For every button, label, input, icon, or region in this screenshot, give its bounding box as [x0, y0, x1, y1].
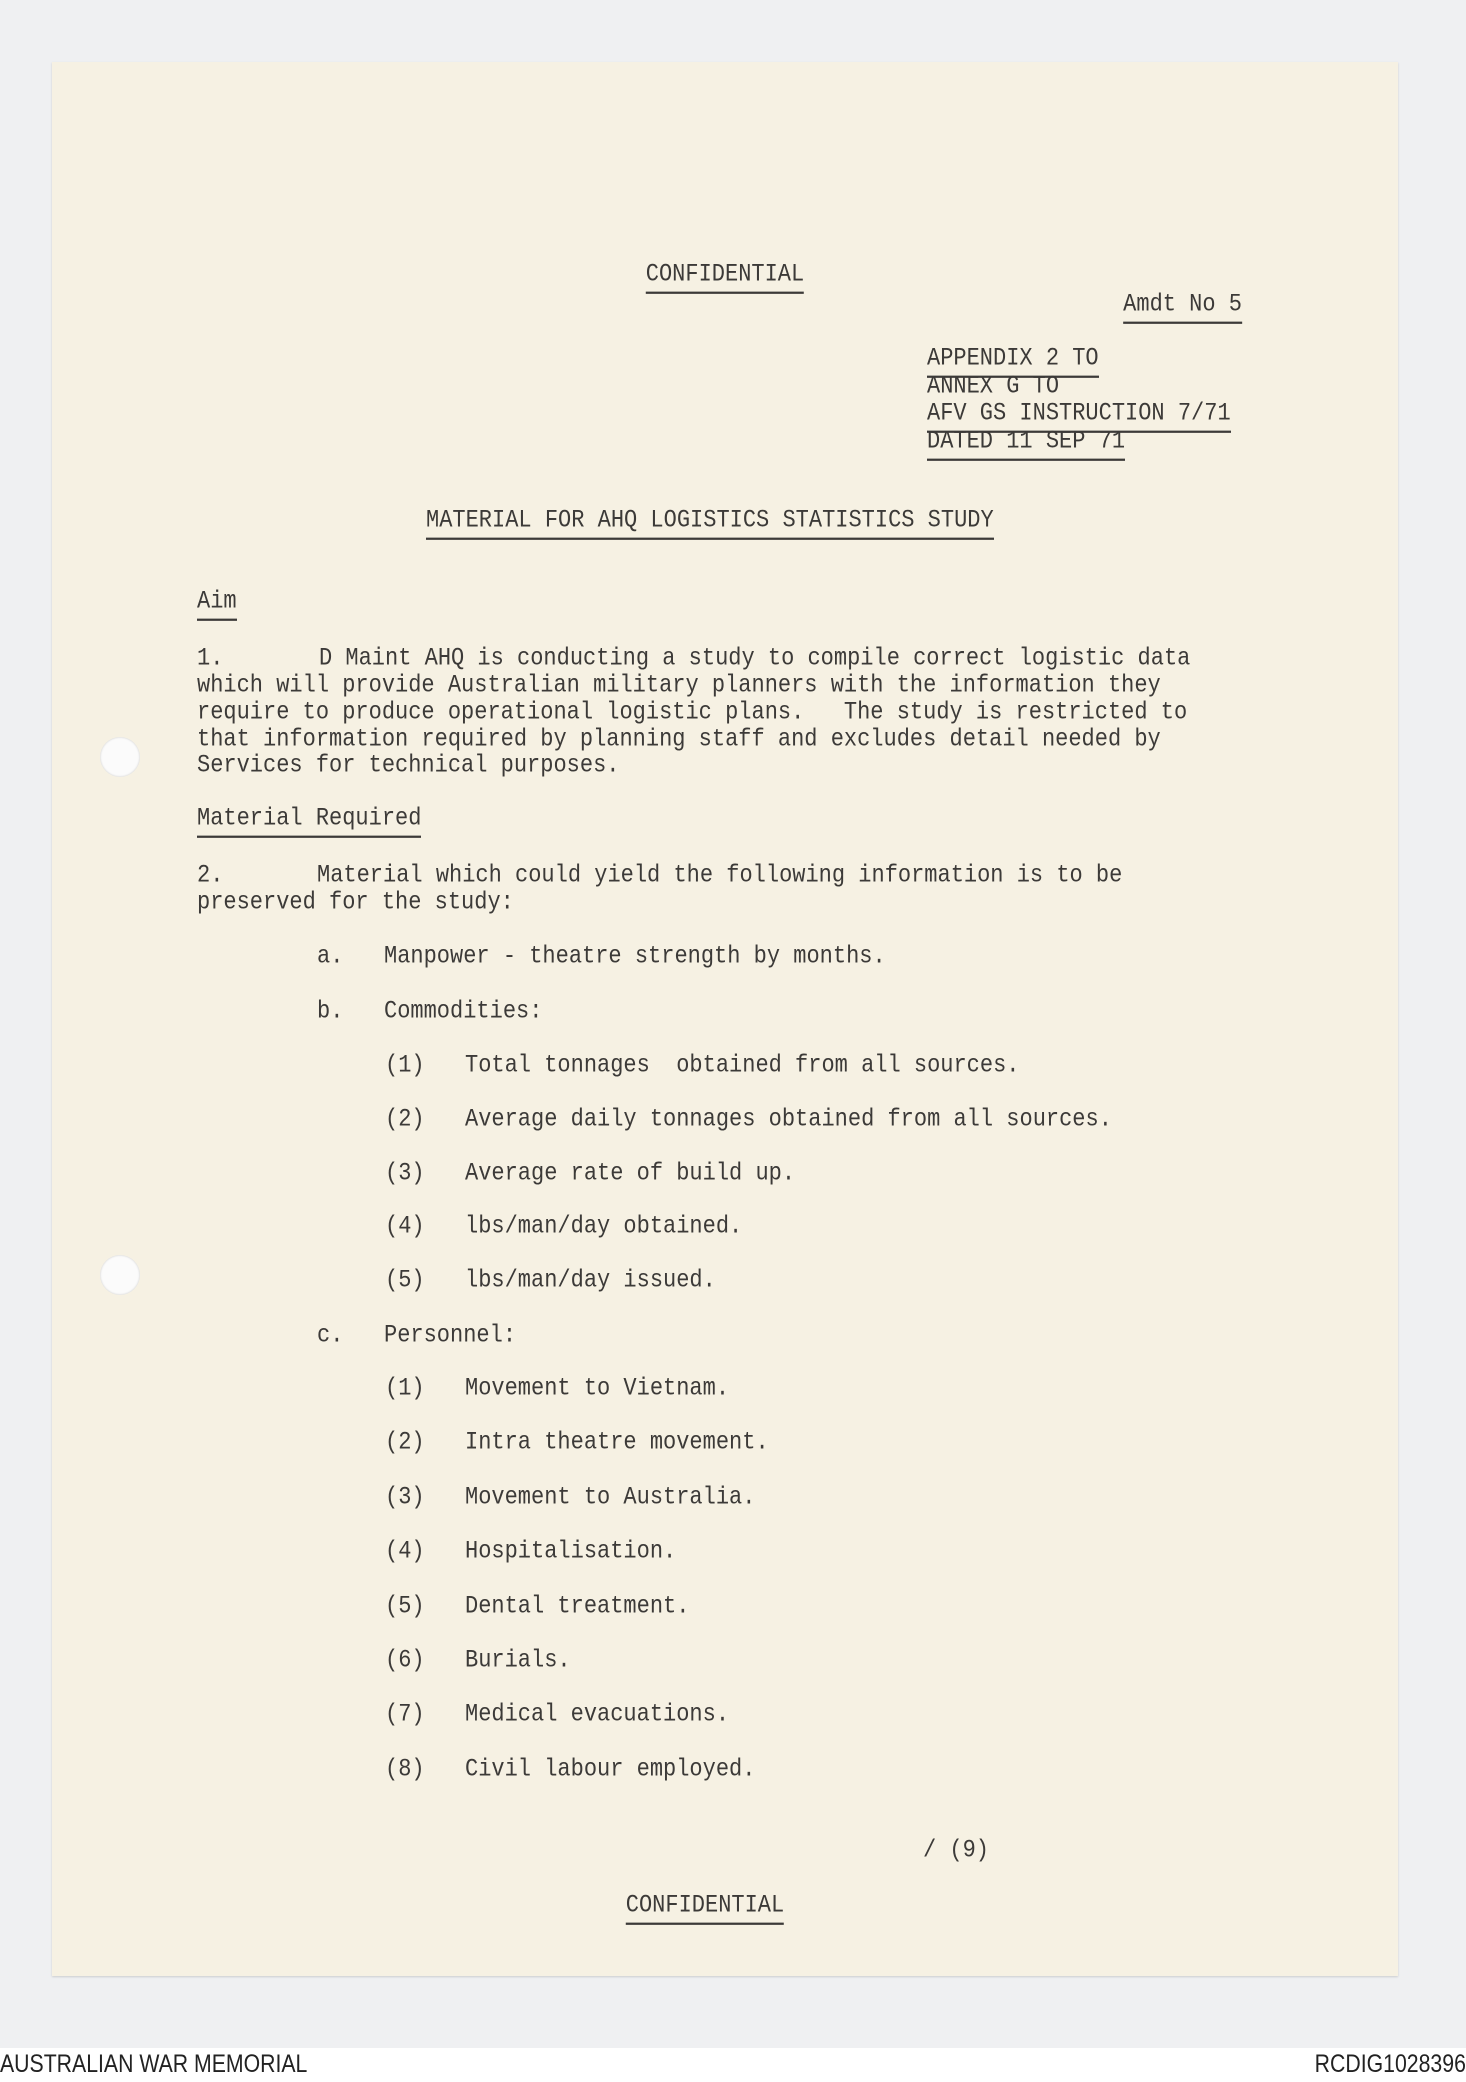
item-number: (5)	[385, 1266, 425, 1295]
sub-label: b.	[317, 997, 344, 1026]
archive-name: AUSTRALIAN WAR MEMORIAL	[0, 2050, 308, 2078]
para-line: that information required by planning staff and excludes detail needed by	[197, 725, 1161, 754]
item-number: (5)	[385, 1592, 425, 1621]
sub-text: Manpower - theatre strength by months.	[384, 942, 886, 971]
document-page	[52, 62, 1398, 1976]
aim-heading: Aim	[197, 586, 237, 621]
item-number: (1)	[385, 1051, 425, 1080]
reference-line: DATED 11 SEP 71	[927, 426, 1125, 461]
item-text: Movement to Vietnam.	[465, 1374, 730, 1403]
sub-label: a.	[317, 942, 344, 971]
item-text: Burials.	[465, 1646, 571, 1675]
sub-text: Commodities:	[384, 997, 543, 1026]
continuation-marker: / (9)	[923, 1836, 990, 1865]
item-text: Average daily tonnages obtained from all sources.	[465, 1105, 1112, 1134]
item-text: Movement to Australia.	[465, 1483, 756, 1512]
item-number: (7)	[385, 1700, 425, 1729]
para-number: 1.	[197, 644, 224, 673]
sub-label: c.	[317, 1321, 344, 1350]
para-line: Material which could yield the following information is to be	[317, 861, 1123, 890]
para-line: D Maint AHQ is conducting a study to compile correct logistic data	[319, 644, 1191, 673]
amendment-number: Amdt No 5	[1123, 289, 1242, 324]
reference-line: ANNEX G TO	[927, 372, 1060, 401]
para-line: which will provide Australian military planners with the information they	[197, 671, 1161, 700]
item-text: Total tonnages obtained from all sources.	[465, 1051, 1020, 1080]
item-number: (4)	[385, 1212, 425, 1241]
item-text: lbs/man/day obtained.	[465, 1212, 743, 1241]
punch-hole	[100, 737, 140, 777]
reference-line: AFV GS INSTRUCTION 7/71	[927, 398, 1231, 433]
item-text: Dental treatment.	[465, 1592, 690, 1621]
item-number: (3)	[385, 1483, 425, 1512]
para-line: Services for technical purposes.	[197, 751, 620, 780]
para-number: 2.	[197, 861, 224, 890]
item-text: lbs/man/day issued.	[465, 1266, 716, 1295]
item-text: Hospitalisation.	[465, 1537, 677, 1566]
item-text: Medical evacuations.	[465, 1700, 730, 1729]
sub-text: Personnel:	[384, 1321, 517, 1350]
item-text: Average rate of build up.	[465, 1159, 796, 1188]
material-heading: Material Required	[197, 803, 421, 838]
item-number: (3)	[385, 1159, 425, 1188]
item-number: (2)	[385, 1105, 425, 1134]
para-line: require to produce operational logistic plans. The study is restricted to	[197, 698, 1188, 727]
punch-hole	[100, 1255, 140, 1295]
item-number: (6)	[385, 1646, 425, 1675]
item-text: Intra theatre movement.	[465, 1428, 769, 1457]
reference-line: APPENDIX 2 TO	[927, 343, 1099, 378]
item-number: (4)	[385, 1537, 425, 1566]
classification-bottom: CONFIDENTIAL	[626, 1890, 784, 1925]
item-number: (1)	[385, 1374, 425, 1403]
item-number: (2)	[385, 1428, 425, 1457]
classification-top: CONFIDENTIAL	[646, 259, 804, 294]
item-text: Civil labour employed.	[465, 1755, 756, 1784]
archive-id: RCDIG1028396	[1314, 2050, 1466, 2078]
item-number: (8)	[385, 1755, 425, 1784]
para-line: preserved for the study:	[197, 888, 514, 917]
document-title: MATERIAL FOR AHQ LOGISTICS STATISTICS STUDY	[426, 505, 994, 540]
